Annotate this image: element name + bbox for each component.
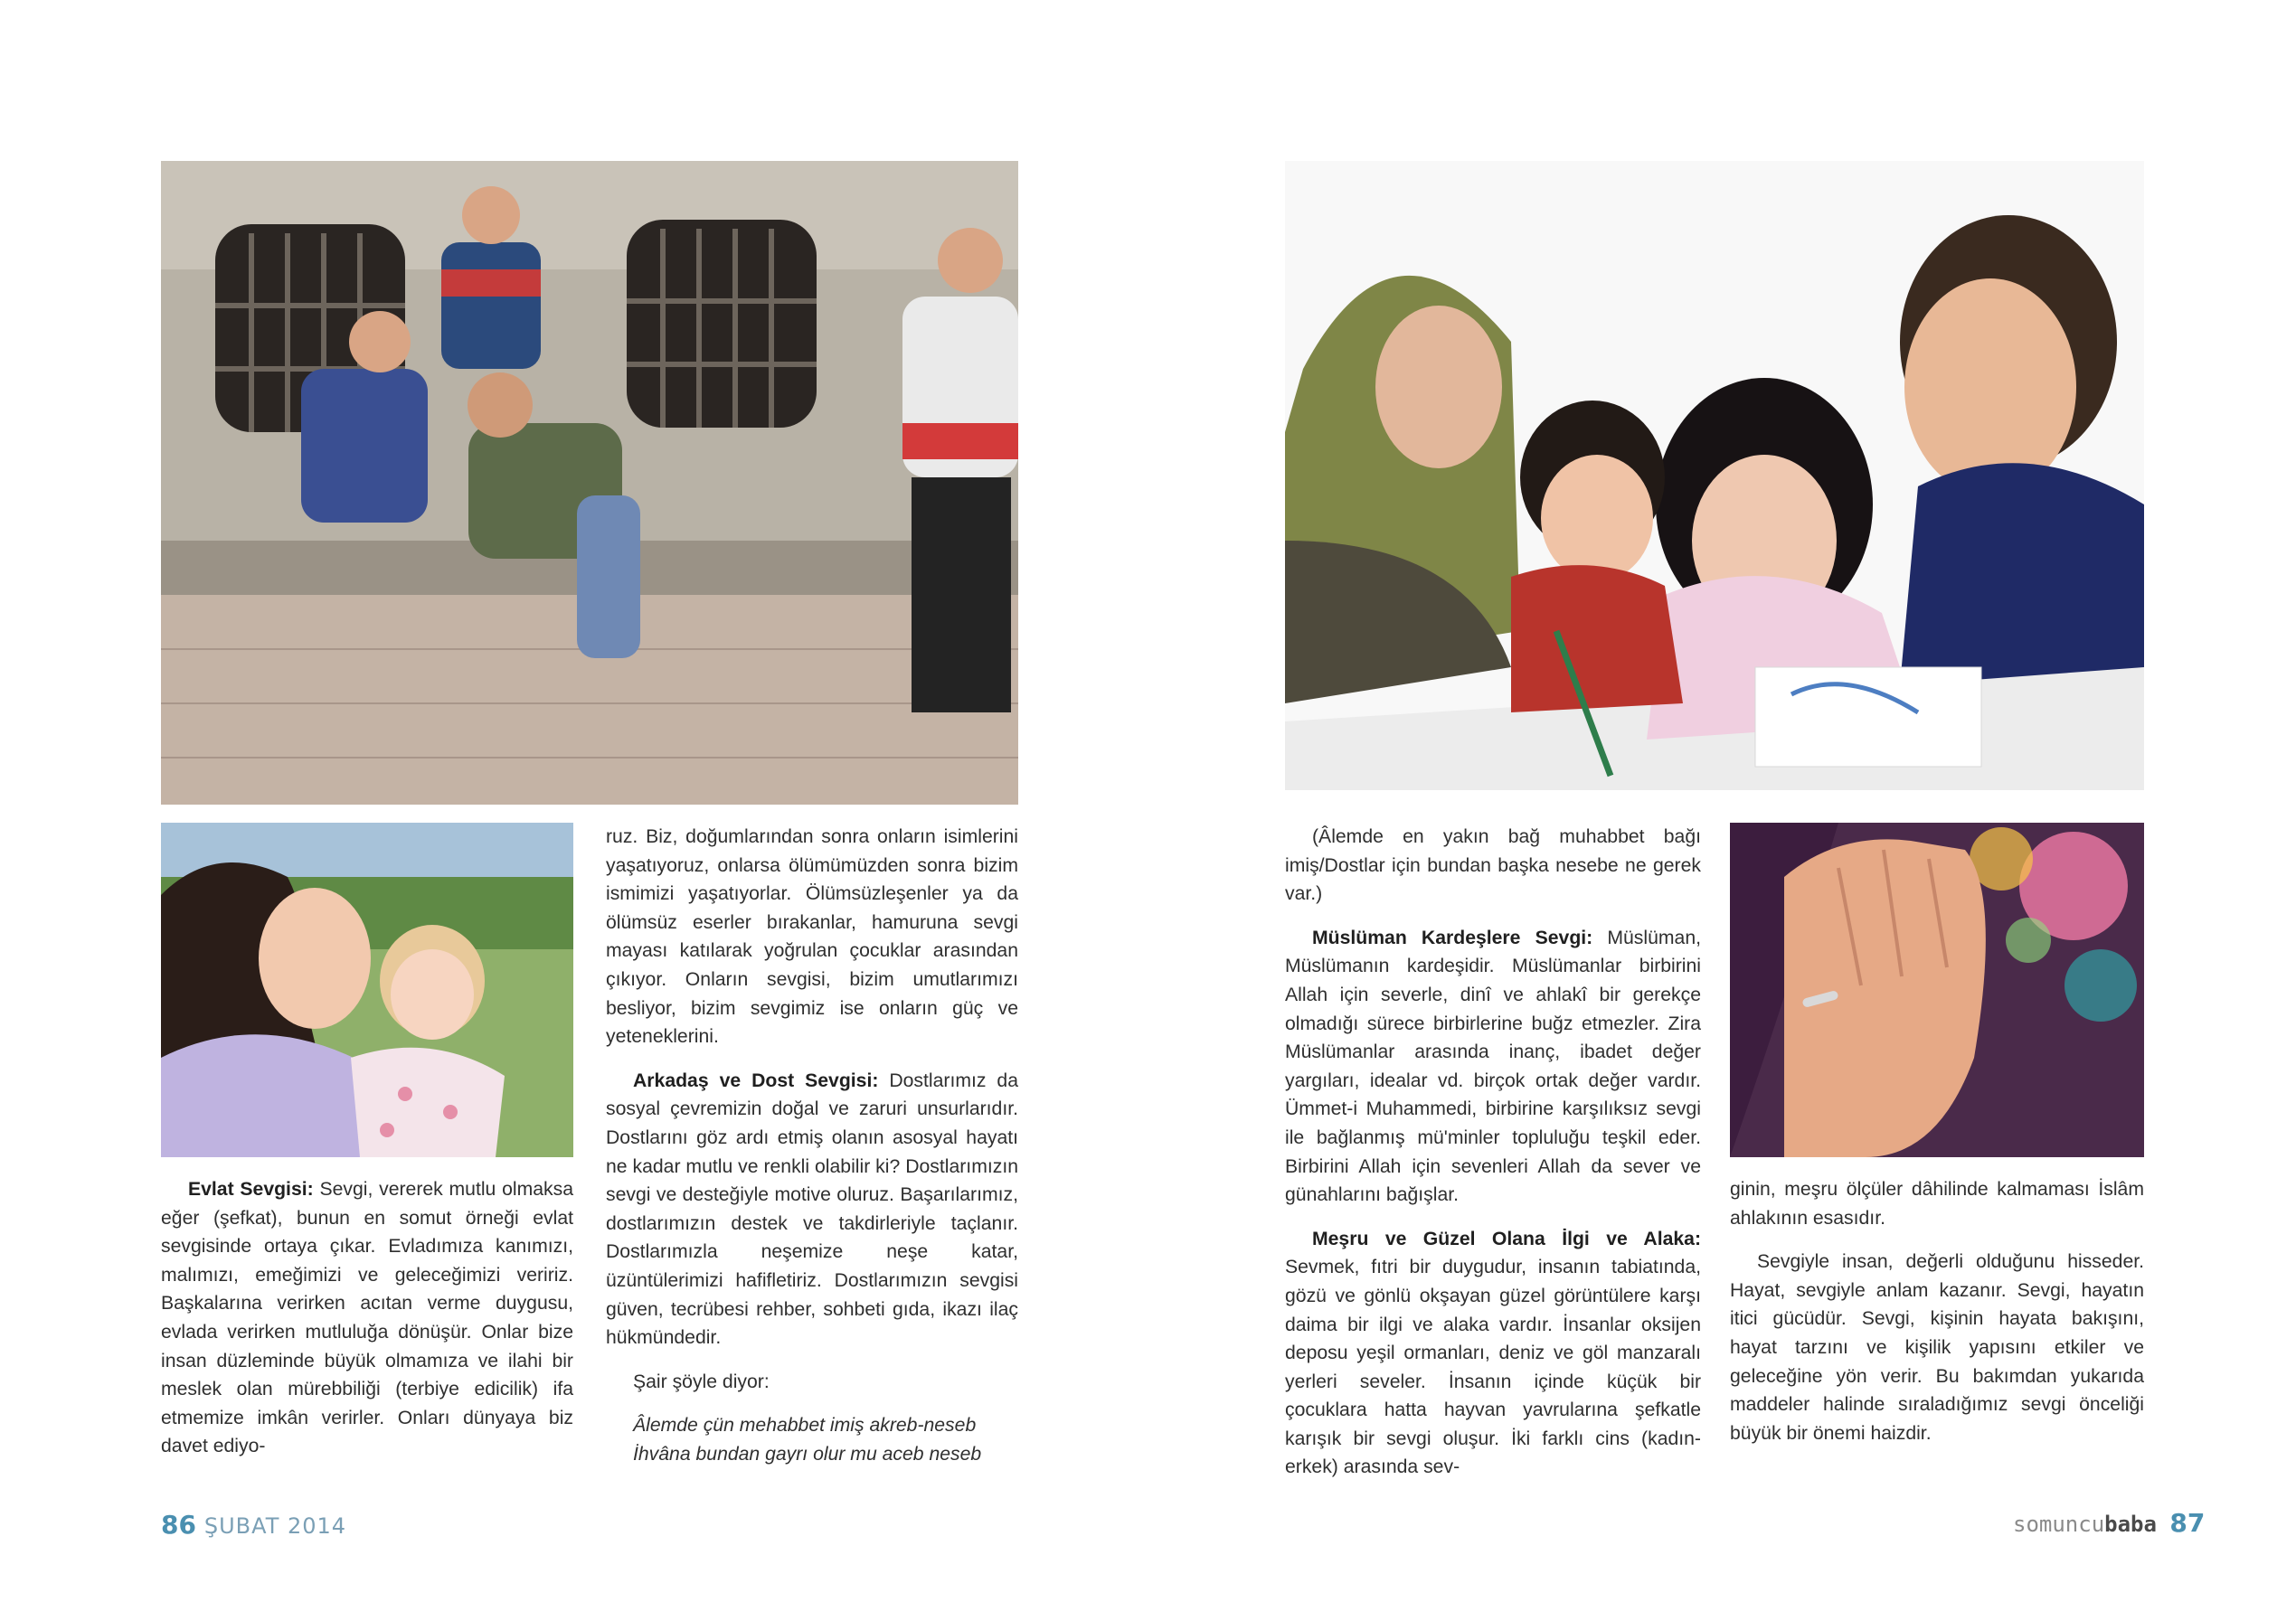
children-playing-photo (161, 161, 1018, 805)
paragraph-sevgiyle-insan: Sevgiyle insan, değerli olduğunu hisseder. Hayat, sevgiyle anlam kazanır. Sevgi, hayatın itici gücüdür. Sevgi, kişinin hayata bakışını, hayat tarzını ve kişilik yapısını etkiler ve geleceğine yön verir. Bu bakımdan yukarıda maddeler halinde sıraladığımız sevgi önceliği büyük bir önemi haizdir. (1730, 1251, 2144, 1444)
mother-daughter-photo (161, 823, 573, 1157)
folio-right (2013, 1508, 2205, 1538)
article-column-1 (161, 1175, 573, 1461)
paragraph-continuation: ruz. Biz, doğumlarından sonra onların isimlerini yaşatıyoruz, onlarsa ölümümüzden sonra bizim ismimizi yaşatıyorlar. Ölümsüzleşenler ya da ölümsüz eserler bırakanlar, hamuruna sevgi mayası katılarak yoğrulan çocuklar arasından çıkıyor. Onların sevgisi, bizim umutlarımızı besliyor, bizim sevgimiz ise onların güç ve yeteneklerini. (606, 826, 1018, 1048)
paragraph-evlat-sevgisi (161, 1175, 573, 1461)
article-column-2 (606, 823, 1018, 1468)
text-arkadas-sevgisi: Dostlarımız da sosyal çevremizin doğal ve zaruri unsurlarıdır. Dostlarını göz ardı etmiş olanın asosyal hayatı ne kadar mutlu ve renkli olabilir ki? Dostlarımızın sevgi ve desteğiyle motive oluruz. Başarılarımız, dostlarımızın destek ve takdirleriyle taçlanır. Dostlarımızla neşemize neşe katar, üzüntülerimizi hafifletiriz. Dostlarımızın sevgisi güven, tecrübesi rehber, sohbeti gıda, ikazı ilaç hükmündedir. (606, 1070, 1018, 1349)
paragraph-ahlak: ginin, meşru ölçüler dâhilinde kalmaması İslâm ahlakının esasıdır. (1730, 1179, 2144, 1229)
paragraph-translation: (Âlemde en yakın bağ muhabbet bağı imiş/Dostlar için bundan başka nesebe ne gerek var.) (1285, 826, 1701, 905)
heading-mesru-ilgi: Meşru ve Güzel Olana İlgi ve Alaka: (1312, 1228, 1701, 1249)
text-muslim-kardes: Müslüman, Müslümanın kardeşidir. Müslümanlar birbirini Allah için severle, dinî ve ahlakî bir gerekçe olmadığı sürece birbirlerine buğz etmezler. Zira Müslümanlar arasında inanç, ibadet değer yargıları, idealar vd. birçok ortak değer vardır. Ümmet-i Muhammedi, birbirine karşılıksız sevgi ile bağlanmış mü'minler topluluğu teşkil eder. Birbirini Allah için sevenleri Allah da sever ve günahlarını bağışlar. (1285, 927, 1701, 1206)
paragraph-muslim-kardes (1285, 924, 1701, 1210)
page-number-right: 87 (2169, 1508, 2206, 1538)
issue-month: ŞUBAT 2014 (203, 1513, 347, 1539)
article-column-4 (1730, 1175, 2144, 1447)
poem-line-2: İhvâna bundan gayrı olur mu aceb neseb (633, 1443, 982, 1465)
family-drawing-photo (1285, 161, 2144, 790)
heading-arkadas-sevgisi: Arkadaş ve Dost Sevgisi: (633, 1070, 879, 1091)
text-mesru-ilgi: Sevmek, fıtri bir duygudur, insanın tabiatında, gözü ve gönlü okşayan güzel görüntülere karşı daima bir ilgi ve alaka vardır. İnsanlar oksijen deposu yeşil ormanları, deniz ve göl manzaralı yerleri seveler. İnsanın içinde küçük bir çocuklara hatta hayvan yavrularına şefkatle karışık bir sevgi oluşur. İki farklı cins (kadın-erkek) arasında sev- (1285, 1257, 1701, 1478)
folio-left (161, 1510, 346, 1540)
brand-logo-part2: baba (2104, 1512, 2157, 1537)
paragraph-arkadas-sevgisi (606, 1067, 1018, 1352)
brand-logo-part1: somuncu (2013, 1512, 2105, 1537)
praying-hands-photo (1730, 823, 2144, 1157)
heading-evlat-sevgisi: Evlat Sevgisi: (188, 1179, 314, 1200)
heading-muslim-kardes: Müslüman Kardeşlere Sevgi: (1312, 927, 1593, 948)
text-evlat-sevgisi: Sevgi, vererek mutlu olmaksa eğer (şefkat), bunun en somut örneği evlat sevgisinde ortaya çıkar. Evladımıza kanımızı, malımızı, emeğimizi ve geleceğimizi veririz. Başkalarına verirken acıtan verme duygusu, evlada verirken mutluluğa dönüşür. Onlar bize insan düzleminde büyük olmamıza ve ilahi bir meslek olan mürebbiliği (terbiye edicilik) ifa etmemize imkân verirler. Onları dünyaya biz davet ediyo- (161, 1179, 573, 1457)
paragraph-mesru-ilgi (1285, 1225, 1701, 1482)
article-column-3 (1285, 823, 1701, 1482)
page-number-left: 86 (161, 1510, 196, 1540)
paragraph-sair: Şair şöyle diyor: (633, 1371, 770, 1392)
poem-line-1: Âlemde çün mehabbet imiş akreb-neseb (633, 1415, 977, 1437)
